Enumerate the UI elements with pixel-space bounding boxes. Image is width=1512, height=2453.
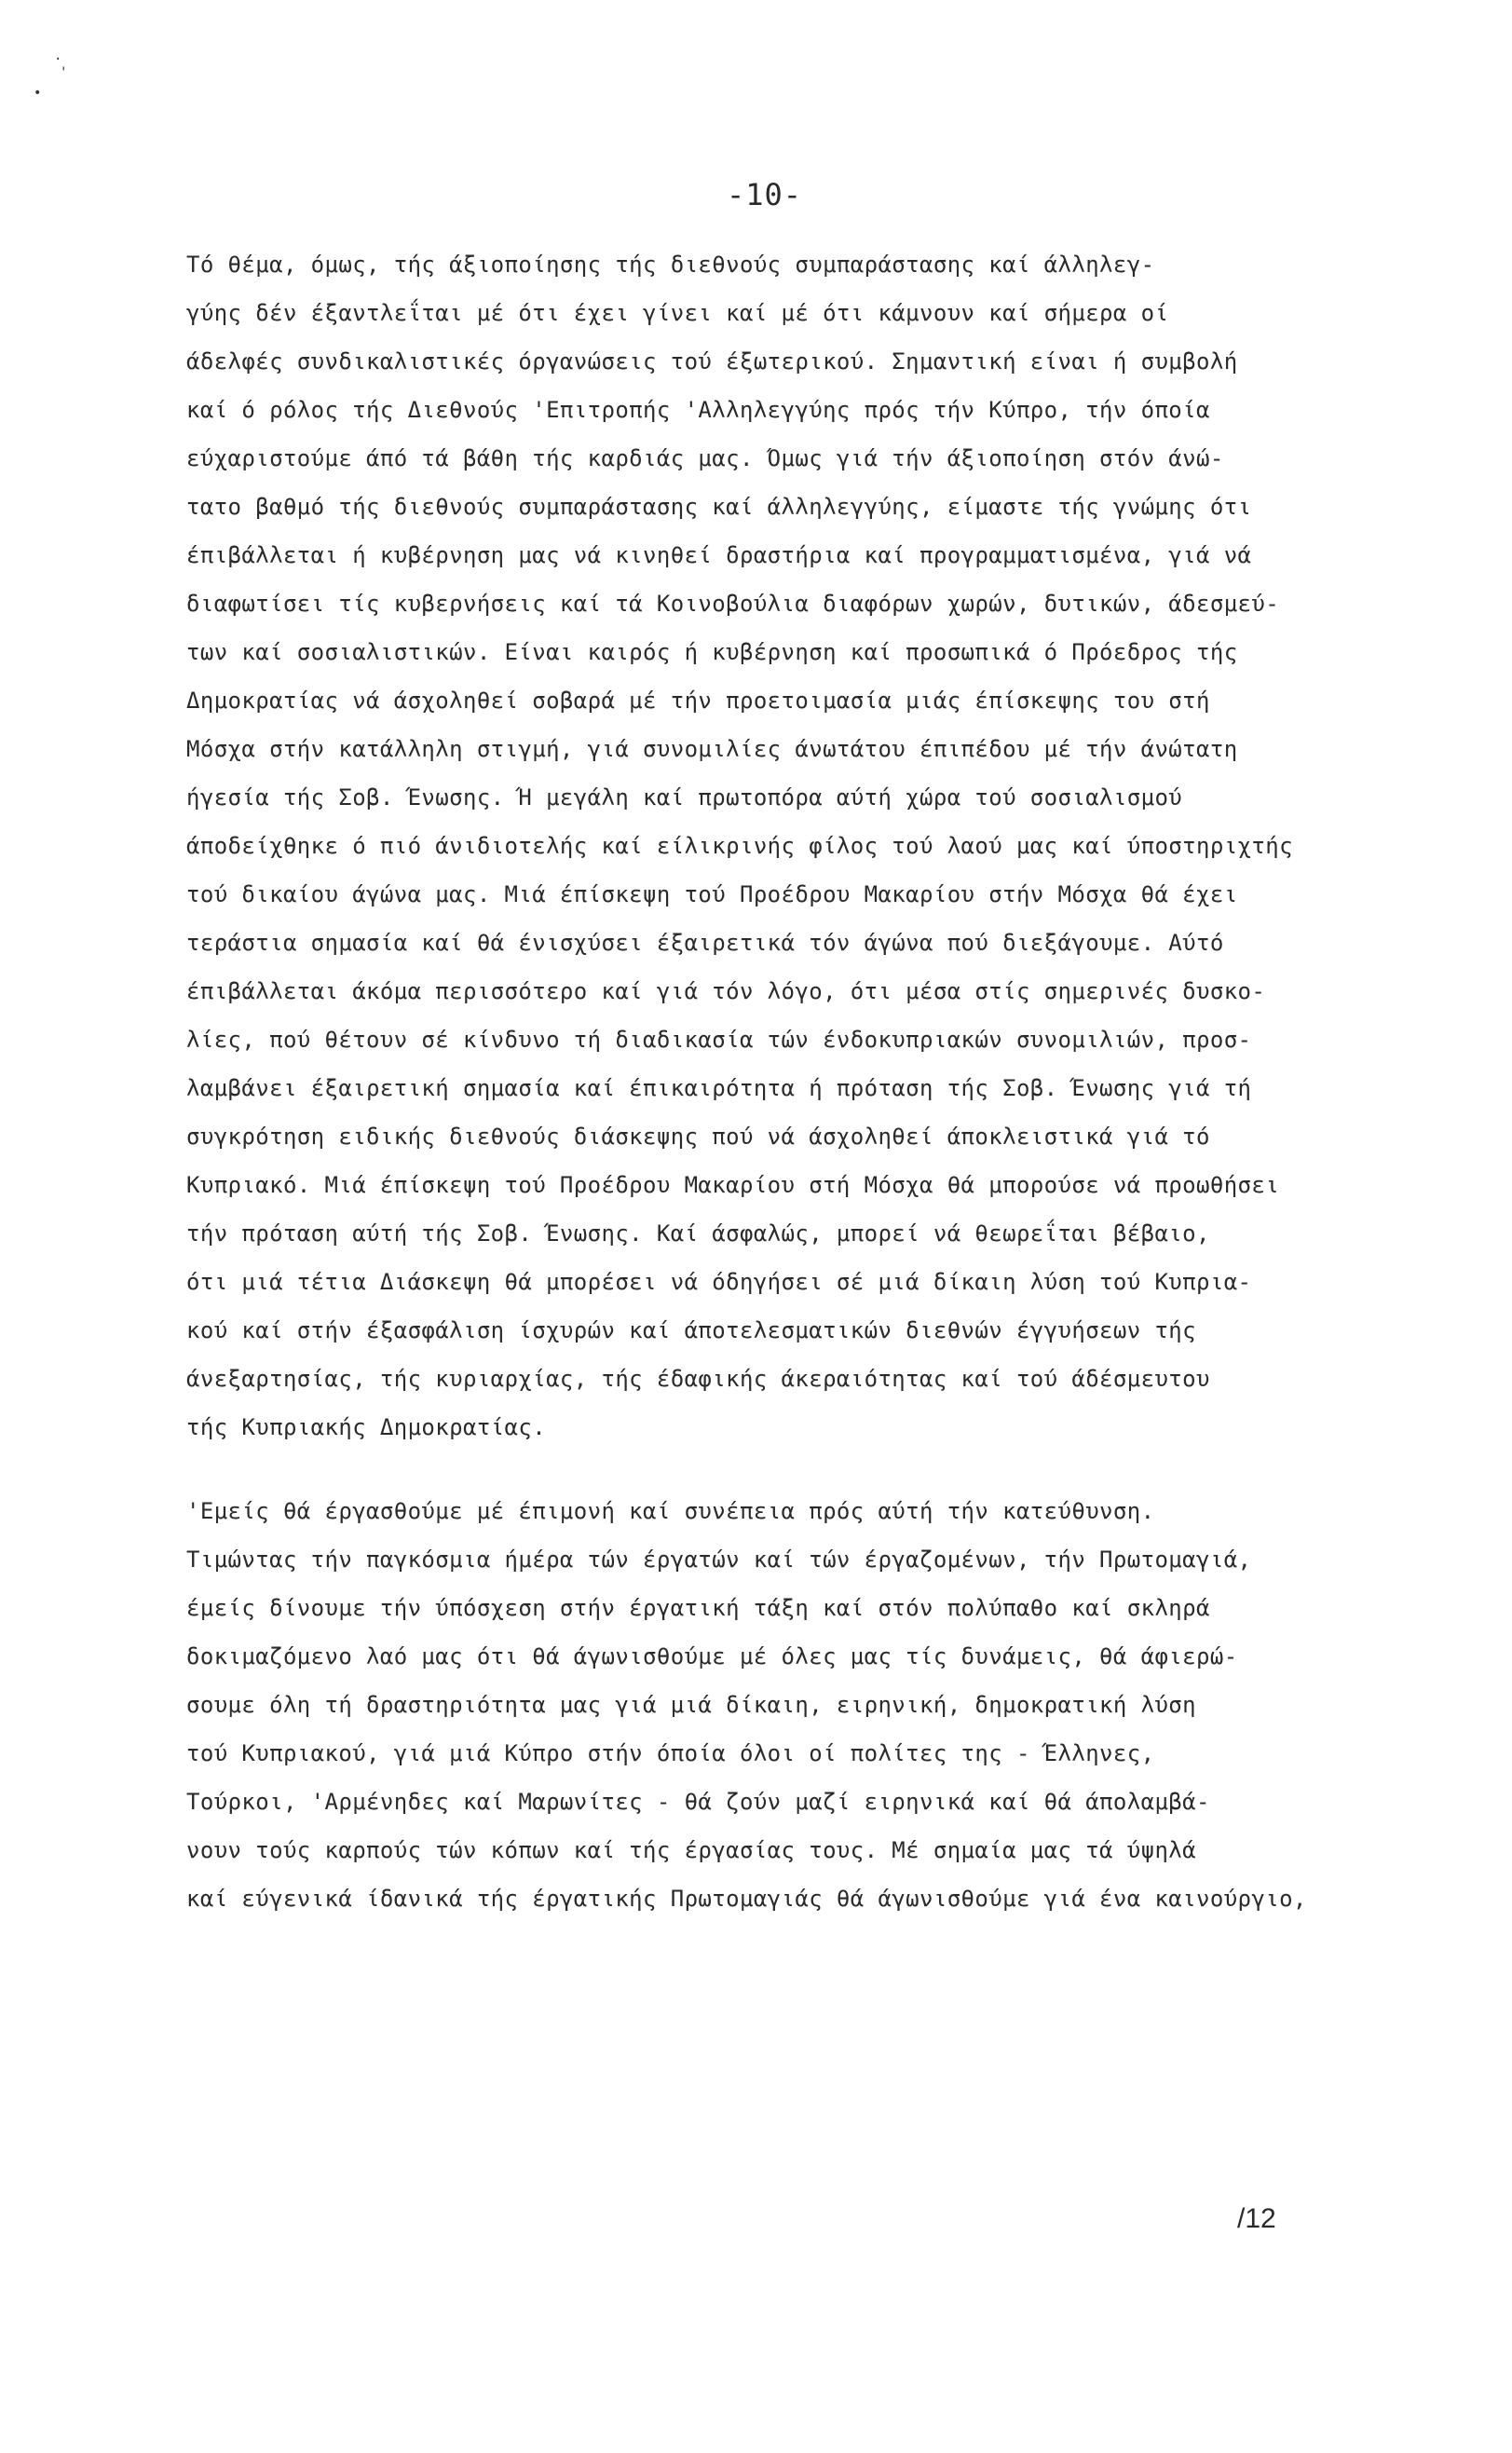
text-line: λαμβάνει έξαιρετική σημασία καί έπικαιρότητα ή πρόταση τής Σοβ. Ένωσης γιά τή [186, 1075, 1252, 1101]
continuation-page-marker: /12 [1237, 2203, 1276, 2234]
text-line: ήγεσία τής Σοβ. Ένωσης. Ή μεγάλη καί πρωτοπόρα αύτή χώρα τού σοσιαλισμού [186, 784, 1183, 811]
text-line: εύχαριστούμε άπό τά βάθη τής καρδιάς μας. Όμως γιά τήν άξιοποίηση στόν άνώ- [186, 445, 1224, 471]
body-text [186, 240, 1463, 1923]
text-line: γύης δέν έξαντλεΐται μέ ότι έχει γίνει καί μέ ότι κάμνουν καί σήμερα οί [186, 300, 1169, 326]
text-line: έπιβάλλεται άκόμα περισσότερο καί γιά τόν λόγο, ότι μέσα στίς σημερινές δυσκο- [186, 978, 1266, 1004]
text-line: τατο βαθμό τής διεθνούς συμπαράστασης καί άλληλεγγύης, είμαστε τής γνώμης ότι [186, 494, 1252, 520]
text-line: δοκιμαζόμενο λαό μας ότι θά άγωνισθούμε μέ όλες μας τίς δυνάμεις, θά άφιερώ- [186, 1643, 1238, 1669]
text-line: τήν πρόταση αύτή τής Σοβ. Ένωσης. Καί άσφαλώς, μπορεί νά θεωρεΐται βέβαιο, [186, 1220, 1210, 1247]
text-line: καί εύγενικά ίδανικά τής έργατικής Πρωτομαγιάς θά άγωνισθούμε γιά ένα καινούργιο, [186, 1886, 1307, 1912]
text-line: νουν τούς καρπούς τών κόπων καί τής έργασίας τους. Μέ σημαία μας τά ύψηλά [186, 1837, 1196, 1863]
page-number: -10- [727, 177, 803, 212]
text-line: λίες, πού θέτουν σέ κίνδυνο τή διαδικασία τών ένδοκυπριακών συνομιλιών, προσ- [186, 1027, 1252, 1053]
text-line: κού καί στήν έξασφάλιση ίσχυρών καί άποτελεσματικών διεθνών έγγυήσεων τής [186, 1317, 1196, 1343]
text-line: Τούρκοι, 'Αρμένηδες καί Μαρωνίτες - θά ζούν μαζί ειρηνικά καί θά άπολαμβά- [186, 1789, 1210, 1815]
text-line: Τιμώντας τήν παγκόσμια ήμέρα τών έργατών καί τών έργαζομένων, τήν Πρωτομαγιά, [186, 1547, 1252, 1573]
margin-mark: . [54, 48, 62, 63]
text-line: άνεξαρτησίας, τής κυριαρχίας, τής έδαφικής άκεραιότητας καί τού άδέσμευτου [186, 1366, 1210, 1392]
text-line: έμείς δίνουμε τήν ύπόσχεση στήν έργατική τάξη καί στόν πολύπαθο καί σκληρά [186, 1595, 1210, 1621]
text-line: Δημοκρατίας νά άσχοληθεί σοβαρά μέ τήν προετοιμασία μιάς έπίσκεψης του στή [186, 688, 1210, 714]
text-line: καί ό ρόλος τής Διεθνούς 'Επιτροπής 'Αλληλεγγύης πρός τήν Κύπρο, τήν όποία [186, 397, 1210, 423]
text-line: 'Εμείς θά έργασθούμε μέ έπιμονή καί συνέπεια πρός αύτή τήν κατεύθυνση. [186, 1498, 1155, 1524]
text-line: τής Κυπριακής Δημοκρατίας. [186, 1414, 547, 1440]
text-line: τεράστια σημασία καί θά ένισχύσει έξαιρετικά τόν άγώνα πού διεξάγουμε. Αύτό [186, 930, 1224, 956]
text-line: Τό θέμα, όμως, τής άξιοποίησης τής διεθνούς συμπαράστασης καί άλληλεγ- [186, 252, 1155, 278]
text-line: ότι μιά τέτια Διάσκεψη θά μπορέσει νά όδηγήσει σέ μιά δίκαιη λύση τού Κυπρια- [186, 1269, 1252, 1295]
text-line: των καί σοσιαλιστικών. Είναι καιρός ή κυβέρνηση καί προσωπικά ό Πρόεδρος τής [186, 639, 1238, 665]
text-line: Κυπριακό. Μιά έπίσκεψη τού Προέδρου Μακαρίου στή Μόσχα θά μπορούσε νά προωθήσει [186, 1172, 1280, 1198]
text-line: άδελφές συνδικαλιστικές όργανώσεις τού έξωτερικού. Σημαντική είναι ή συμβολή [186, 348, 1238, 375]
paragraph [186, 240, 1463, 1451]
paragraph-gap [186, 1451, 1463, 1487]
text-line: Μόσχα στήν κατάλληλη στιγμή, γιά συνομιλίες άνωτάτου έπιπέδου μέ τήν άνώτατη [186, 736, 1238, 762]
margin-mark: • [34, 86, 42, 101]
text-line: τού δικαίου άγώνα μας. Μιά έπίσκεψη τού Προέδρου Μακαρίου στήν Μόσχα θά έχει [186, 881, 1238, 907]
text-line: έπιβάλλεται ή κυβέρνηση μας νά κινηθεί δραστήρια καί προγραμματισμένα, γιά νά [186, 542, 1252, 568]
paragraph [186, 1487, 1463, 1923]
text-line: άποδείχθηκε ό πιό άνιδιοτελής καί είλικρινής φίλος τού λαού μας καί ύποστηριχτής [186, 833, 1293, 859]
text-line: τού Κυπριακού, γιά μιά Κύπρο στήν όποία όλοι οί πολίτες της - Έλληνες, [186, 1740, 1155, 1766]
text-line: διαφωτίσει τίς κυβερνήσεις καί τά Κοινοβούλια διαφόρων χωρών, δυτικών, άδεσμεύ- [186, 591, 1280, 617]
text-line: σουμε όλη τή δραστηριότητα μας γιά μιά δίκαιη, ειρηνική, δημοκρατική λύση [186, 1692, 1196, 1718]
margin-mark: ' [60, 65, 68, 80]
text-line: συγκρότηση ειδικής διεθνούς διάσκεψης πού νά άσχοληθεί άποκλειστικά γιά τό [186, 1124, 1210, 1150]
